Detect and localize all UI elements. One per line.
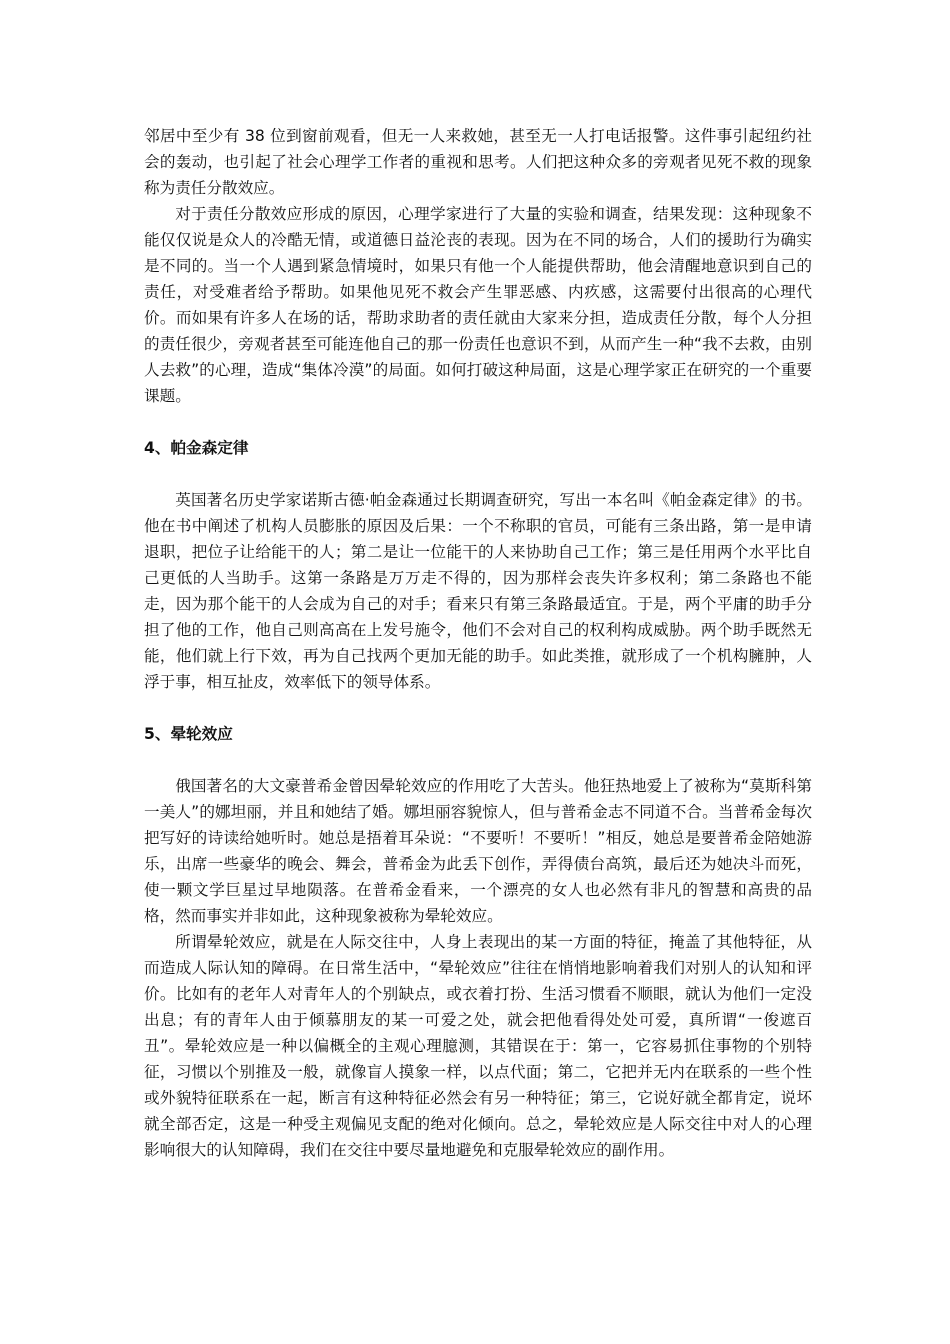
section-heading-parkinson: 4、帕金森定律 — [144, 439, 249, 457]
section-heading-halo-effect: 5、晕轮效应 — [144, 725, 233, 743]
paragraph-bystander-intro: 邻居中至少有 38 位到窗前观看，但无一人来救她，甚至无一人打电话报警。这件事引起纽约社会的轰动，也引起了社会心理学工作者的重视和思考。人们把这种众多的旁观者见死不救的现象称为责任分散效应。 — [144, 127, 812, 197]
spacer — [144, 461, 812, 487]
spacer — [144, 747, 812, 773]
spacer — [144, 409, 812, 435]
paragraph-parkinson-law: 英国著名历史学家诺斯古德·帕金森通过长期调查研究，写出一本名叫《帕金森定律》的书。他在书中阐述了机构人员膨胀的原因及后果：一个不称职的官员，可能有三条出路，第一是申请退职，把位子让给能干的人；第二是让一位能干的人来协助自己工作；第三是任用两个水平比自己更低的人当助手。这第一条路是万万走不得的，因为那样会丧失许多权利；第二条路也不能走，因为那个能干的人会成为自己的对手；看来只有第三条路最适宜。于是，两个平庸的助手分担了他的工作，他自己则高高在上发号施令，他们不会对自己的权利构成威胁。两个助手既然无能，他们就上行下效，再为自己找两个更加无能的助手。如此类推，就形成了一个机构臃肿，人浮于事，相互扯皮，效率低下的领导体系。 — [144, 491, 812, 691]
paragraph-bystander-causes: 对于责任分散效应形成的原因，心理学家进行了大量的实验和调查，结果发现：这种现象不能仅仅说是众人的冷酷无情，或道德日益沦丧的表现。因为在不同的场合，人们的援助行为确实是不同的。当一个人遇到紧急情境时，如果只有他一个人能提供帮助，他会清醒地意识到自己的责任，对受难者给予帮助。如果他见死不救会产生罪恶感、内疚感，这需要付出很高的心理代价。而如果有许多人在场的话，帮助求助者的责任就由大家来分担，造成责任分散，每个人分担的责任很少，旁观者甚至可能连他自己的那一份责任也意识不到，从而产生一种“我不去救，由别人去救”的心理，造成“集体冷漠”的局面。如何打破这种局面，这是心理学家正在研究的一个重要课题。 — [144, 205, 812, 405]
paragraph-halo-pushkin: 俄国著名的大文豪普希金曾因晕轮效应的作用吃了大苦头。他狂热地爱上了被称为“莫斯科第一美人”的娜坦丽，并且和她结了婚。娜坦丽容貌惊人，但与普希金志不同道不合。当普希金每次把写好的诗读给她听时。她总是捂着耳朵说：“不要听！不要听！”相反，她总是要普希金陪她游乐，出席一些豪华的晚会、舞会，普希金为此丢下创作，弄得债台高筑，最后还为她决斗而死，使一颗文学巨星过早地陨落。在普希金看来，一个漂亮的女人也必然有非凡的智慧和高贵的品格，然而事实并非如此，这种现象被称为晕轮效应。 — [144, 777, 812, 925]
document-page — [144, 123, 812, 1163]
spacer — [144, 695, 812, 721]
paragraph-halo-definition: 所谓晕轮效应，就是在人际交往中，人身上表现出的某一方面的特征，掩盖了其他特征，从而造成人际认知的障碍。在日常生活中，“晕轮效应”往往在悄悄地影响着我们对别人的认知和评价。比如有的老年人对青年人的个别缺点，或衣着打扮、生活习惯看不顺眼，就认为他们一定没出息；有的青年人由于倾慕朋友的某一可爱之处，就会把他看得处处可爱，真所谓“一俊遮百丑”。晕轮效应是一种以偏概全的主观心理臆测，其错误在于：第一，它容易抓住事物的个别特征，习惯以个别推及一般，就像盲人摸象一样，以点代面；第二，它把并无内在联系的一些个性或外貌特征联系在一起，断言有这种特征必然会有另一种特征；第三，它说好就全都肯定，说坏就全部否定，这是一种受主观偏见支配的绝对化倾向。总之，晕轮效应是人际交往中对人的心理影响很大的认知障碍，我们在交往中要尽量地避免和克服晕轮效应的副作用。 — [144, 933, 812, 1159]
